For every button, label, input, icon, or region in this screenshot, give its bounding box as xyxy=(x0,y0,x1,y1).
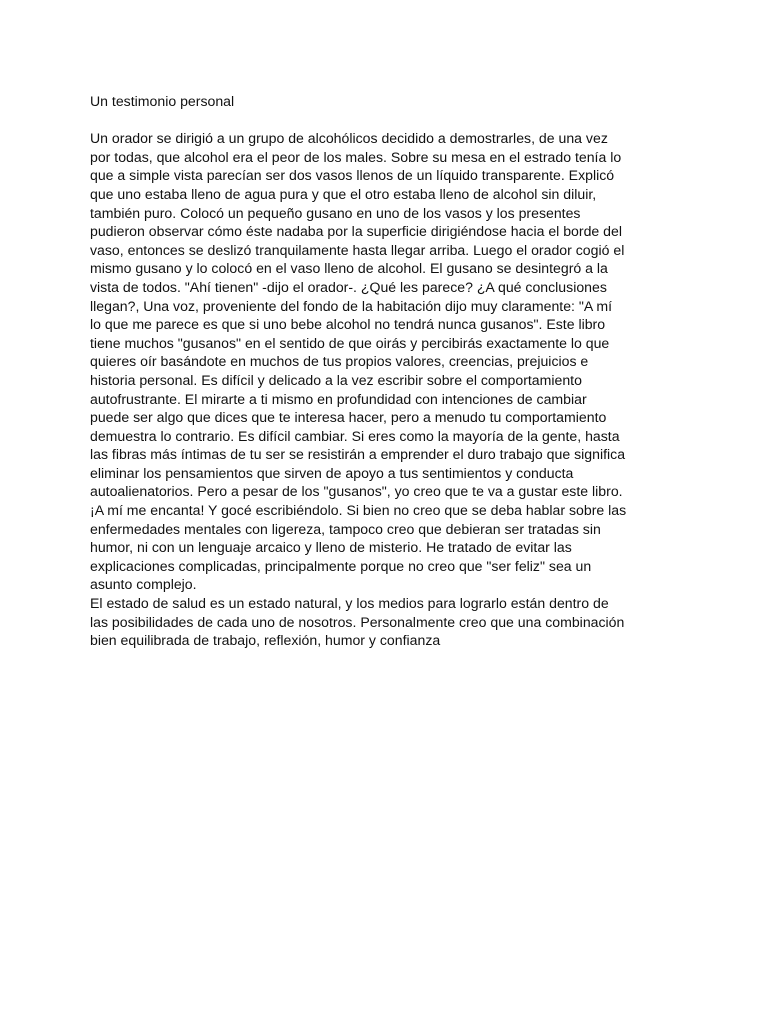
text-line: puede ser algo que dices que te interesa hacer, pero a menudo tu comportamiento xyxy=(90,409,607,426)
text-line: las posibilidades de cada uno de nosotros. Personalmente creo que una combinación xyxy=(90,613,625,630)
text-line: demuestra lo contrario. Es difícil cambiar. Si eres como la mayoría de la gente, hasta xyxy=(90,427,620,444)
document-body xyxy=(90,92,630,650)
text-line: historia personal. Es difícil y delicado a la vez escribir sobre el comportamiento xyxy=(90,371,582,388)
text-line: por todas, que alcohol era el peor de los males. Sobre su mesa en el estrado tenía lo xyxy=(90,148,622,165)
text-line: explicaciones complicadas, principalmente porque no creo que "ser feliz" sea un xyxy=(90,557,592,574)
text-line: pudieron observar cómo éste nadaba por la superficie dirigiéndose hacia el borde del xyxy=(90,223,622,240)
text-line: Un orador se dirigió a un grupo de alcohólicos decidido a demostrarles, de una vez xyxy=(90,130,608,147)
text-line: asunto complejo. xyxy=(90,576,197,593)
text-line: El estado de salud es un estado natural, y los medios para lograrlo están dentro de xyxy=(90,595,609,612)
text-line: autofrustrante. El mirarte a ti mismo en profundidad con intenciones de cambiar xyxy=(90,390,587,407)
text-line: que uno estaba lleno de agua pura y que el otro estaba lleno de alcohol sin diluir, xyxy=(90,185,597,202)
text-line: las fibras más íntimas de tu ser se resistirán a emprender el duro trabajo que significa xyxy=(90,446,626,463)
text-line: lo que me parece es que si uno bebe alcohol no tendrá nunca gusanos". Este libro xyxy=(90,316,606,333)
text-line: quieres oír basándote en muchos de tus propios valores, creencias, prejuicios e xyxy=(90,353,589,370)
text-line: llegan?, Una voz, proveniente del fondo de la habitación dijo muy claramente: "A mí xyxy=(90,297,613,314)
text-line: bien equilibrada de trabajo, reflexión, humor y confianza xyxy=(90,632,441,649)
text-line: también puro. Colocó un pequeño gusano en uno de los vasos y los presentes xyxy=(90,204,581,221)
paragraph-text xyxy=(90,129,630,650)
text-line: vaso, entonces se deslizó tranquilamente hasta llegar arriba. Luego el orador cogió el xyxy=(90,241,625,258)
text-line: ¡A mí me encanta! Y gocé escribiéndolo. Si bien no creo que se deba hablar sobre las xyxy=(90,502,627,519)
text-line: autoalienatorios. Pero a pesar de los "gusanos", yo creo que te va a gustar este libro. xyxy=(90,483,623,500)
title-spacer xyxy=(90,111,630,130)
text-line: tiene muchos "gusanos" en el sentido de que oirás y percibirás exactamente lo que xyxy=(90,334,610,351)
text-line: que a simple vista parecían ser dos vasos llenos de un líquido transparente. Explicó xyxy=(90,167,615,184)
document-title: Un testimonio personal xyxy=(90,93,235,109)
text-line: humor, ni con un lenguaje arcaico y lleno de misterio. He tratado de evitar las xyxy=(90,539,572,556)
text-line: eliminar los pensamientos que sirven de apoyo a tus sentimientos y conducta xyxy=(90,464,574,481)
text-line: enfermedades mentales con ligereza, tampoco creo que debieran ser tratadas sin xyxy=(90,520,601,537)
text-line: mismo gusano y lo colocó en el vaso lleno de alcohol. El gusano se desintegró a la xyxy=(90,260,608,277)
text-line: vista de todos. "Ahí tienen" -dijo el orador-. ¿Qué les parece? ¿A qué conclusiones xyxy=(90,278,607,295)
